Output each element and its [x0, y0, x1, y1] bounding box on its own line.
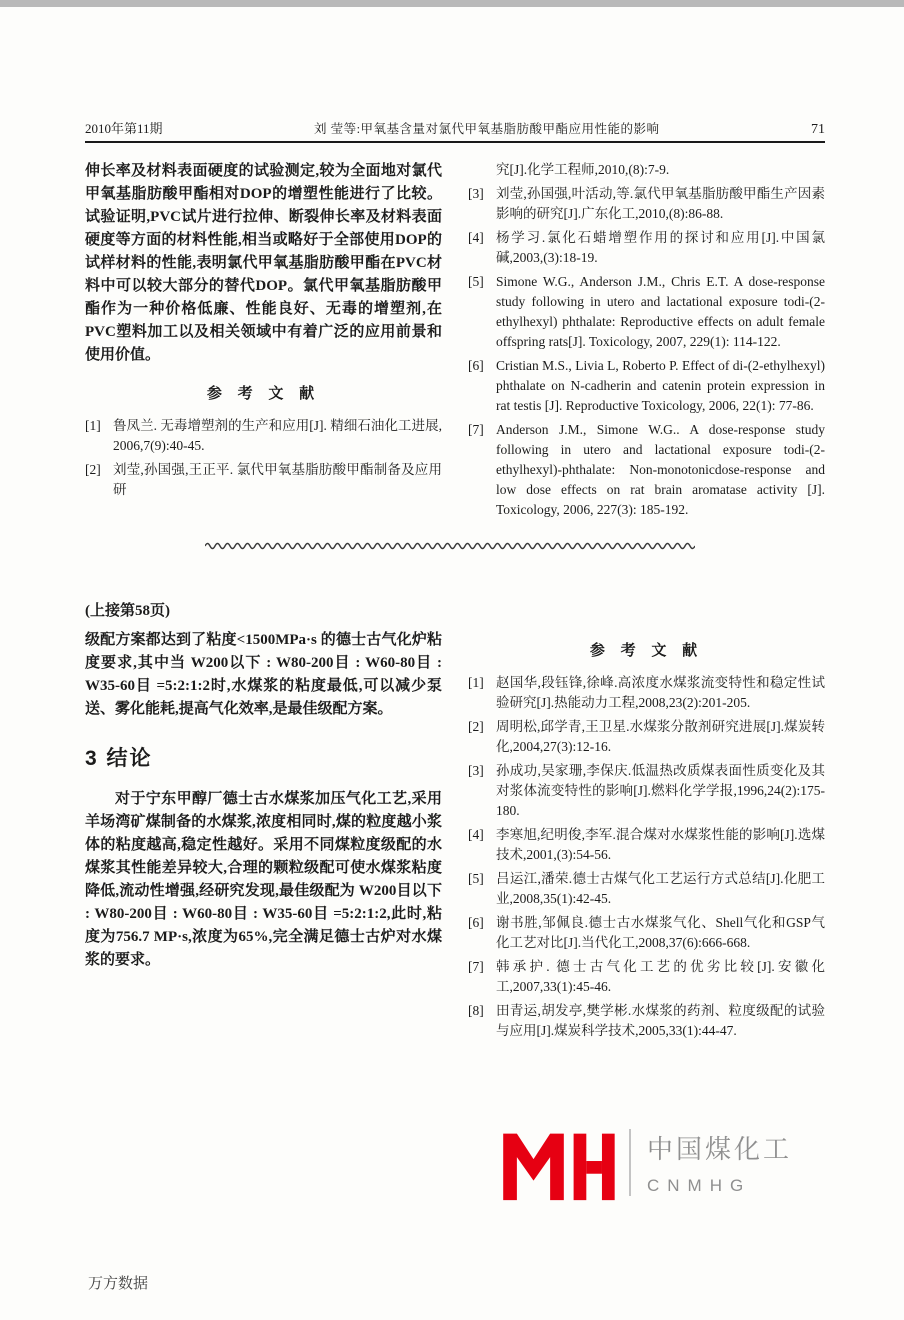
reference-text: Anderson J.M., Simone W.G.. A dose-response study following in utero and lactational exposure todi-(2-ethylhexyl)-phthalate: Non-monotonicdose-response and low dose effects on rat brain aromatase activity [J]. Toxicology, 2006, 227(3): 185-192.	[496, 422, 825, 517]
reference-item	[468, 957, 825, 997]
reference-text: Cristian M.S., Livia L, Roberto P. Effect of di-(2-ethylhexyl) phthalate on N-cadherin and catenin protein expression in rat testis [J]. Reproductive Toxicology, 2006, 22(1): 77-86.	[496, 358, 825, 413]
continued-from-note: (上接第58页)	[85, 603, 170, 619]
reference-item	[468, 420, 825, 520]
reference-number: [1]	[468, 675, 484, 690]
reference-item	[85, 460, 442, 500]
reference-number: [6]	[468, 358, 484, 373]
reference-number: [3]	[468, 186, 484, 201]
reference-number: [8]	[468, 1003, 484, 1018]
reference-text: Simone W.G., Anderson J.M., Chris E.T. A dose-response study following in utero and lactational exposure todi-(2-ethylhexyl) phthalate: Reproductive effects on adult female offspring rats[J]. Toxicology, 2007, 229(1): 114-122.	[496, 274, 825, 349]
article2-references-heading: 参 考 文 献	[589, 643, 704, 659]
reference-item	[468, 869, 825, 909]
article2-references	[468, 673, 825, 1041]
article2-paragraph2: 对于宁东甲醇厂德士古水煤浆加压气化工艺,采用羊场湾矿煤制备的水煤浆,浓度相同时,煤的粒度越小浆体的粘度越高,稳定性越好。采用不同煤粒度级配的水煤浆其性能差异较大,合理的颗粒级配可使水煤浆粘度降低,流动性增强,经研究发现,最佳级配为 W200目以下 : W80-200目 : W60-80目 : W35-60目 =5:2:1:2,此时,粘度为756.7 MP·s,浓度为65%,完全满足德士古炉对水煤浆的要求。	[85, 791, 442, 968]
reference-item	[468, 356, 825, 416]
reference-text: 田青运,胡发亭,樊学彬.水煤浆的药剂、粒度级配的试验与应用[J].煤炭科学技术,2005,33(1):44-47.	[496, 1003, 825, 1038]
wavy-divider-path	[205, 544, 695, 549]
reference-text: 周明松,邱学青,王卫星.水煤浆分散剂研究进展[J].煤炭转化,2004,27(3):12-16.	[496, 719, 825, 754]
reference-number: [3]	[468, 763, 484, 778]
reference-text: 吕运江,潘荣.德士古煤气化工艺运行方式总结[J].化肥工业,2008,35(1):42-45.	[496, 871, 825, 906]
page-number: 71	[810, 122, 825, 137]
reference-number: [7]	[468, 422, 484, 437]
reference-text: 鲁凤兰. 无毒增塑剂的生产和应用[J]. 精细石油化工进展, 2006,7(9):40-45.	[113, 418, 442, 453]
reference-text: 刘莹,孙国强,叶活动,等.氯代甲氧基脂肪酸甲酯生产因素影响的研究[J].广东化工,2010,(8):86-88.	[496, 186, 825, 221]
reference-number: [2]	[468, 719, 484, 734]
reference-continuation: 究[J].化学工程师,2010,(8):7-9.	[496, 162, 670, 177]
reference-number: [1]	[85, 418, 101, 433]
article1-references-heading: 参 考 文 献	[206, 386, 321, 402]
article2-right-column	[468, 640, 825, 1045]
reference-number: [2]	[85, 462, 101, 477]
reference-item	[468, 717, 825, 757]
scan-edge	[0, 0, 904, 7]
reference-number: [5]	[468, 871, 484, 886]
running-title: 刘 莹等:甲氧基含量对氯代甲氧基脂肪酸甲酯应用性能的影响	[313, 122, 660, 136]
article1-references-left	[85, 416, 442, 500]
wanfang-watermark: 万方数据	[88, 1276, 149, 1292]
cnmhg-logo	[497, 1118, 792, 1206]
cnmhg-logo-text	[629, 1129, 792, 1196]
issue-label: 2010年第11期	[85, 121, 163, 136]
wavy-divider	[205, 540, 695, 552]
reference-number: [7]	[468, 959, 484, 974]
reference-item	[468, 913, 825, 953]
article1-left-column	[85, 160, 442, 504]
reference-item	[468, 228, 825, 268]
header-rule	[85, 141, 825, 143]
reference-number: [4]	[468, 230, 484, 245]
logo-cn-text: 中国煤化工	[647, 1133, 793, 1164]
reference-item	[468, 673, 825, 713]
reference-number: [4]	[468, 827, 484, 842]
conclusion-heading: 3 结论	[85, 747, 153, 770]
cnmhg-logo-mark-icon	[497, 1118, 615, 1206]
article1-right-column	[468, 160, 825, 524]
article1-paragraph: 伸长率及材料表面硬度的试验测定,较为全面地对氯代甲氧基脂肪酸甲酯相对DOP的增塑性能进行了比较。试验证明,PVC试片进行拉伸、断裂伸长率及材料表面硬度等方面的材料性能,相当或略好于全部使用DOP的试样材料的性能,表明氯代甲氧基脂肪酸甲酯在PVC材料中可以较大部分的替代DOP。氯代甲氧基脂肪酸甲酯作为一种价格低廉、性能良好、无毒的增塑剂,在PVC塑料加工以及相关领域中有着广泛的应用前景和使用价值。	[85, 163, 442, 363]
reference-item	[468, 184, 825, 224]
logo-en-text: CNMHG	[647, 1175, 752, 1195]
article2-paragraph1: 级配方案都达到了粘度<1500MPa·s 的德士古气化炉粘度要求,其中当 W200以下 : W80-200目 : W60-80目 : W35-60目 =5:2:1:2时,水煤浆的粘度最低,可以减少泵送、雾化能耗,提高气化效率,是最佳级配方案。	[85, 632, 442, 717]
reference-item	[468, 761, 825, 821]
reference-text: 李寒旭,纪明俊,李军.混合煤对水煤浆性能的影响[J].选煤技术,2001,(3):54-56.	[496, 827, 825, 862]
reference-item	[468, 272, 825, 352]
reference-text: 刘莹,孙国强,王正平. 氯代甲氧基脂肪酸甲酯制备及应用研	[113, 462, 442, 497]
article2-left-column	[85, 600, 442, 972]
reference-item	[85, 416, 442, 456]
reference-number: [6]	[468, 915, 484, 930]
reference-item	[468, 1001, 825, 1041]
reference-text: 孙成功,吴家珊,李保庆.低温热改质煤表面性质变化及其对浆体流变特性的影响[J].燃料化学学报,1996,24(2):175-180.	[496, 763, 825, 818]
reference-text: 杨学习.氯化石蜡增塑作用的探讨和应用[J].中国氯碱,2003,(3):18-19.	[496, 230, 825, 265]
reference-number: [5]	[468, 274, 484, 289]
reference-text: 韩承护. 德士古气化工艺的优劣比较[J].安徽化工,2007,33(1):45-46.	[496, 959, 825, 994]
page-header	[85, 118, 825, 138]
reference-item	[468, 825, 825, 865]
reference-text: 谢书胜,邹佩良.德士古水煤浆气化、Shell气化和GSP气化工艺对比[J].当代化工,2008,37(6):666-668.	[496, 915, 825, 950]
article1-references-right	[468, 184, 825, 520]
reference-text: 赵国华,段钰锋,徐峰.高浓度水煤浆流变特性和稳定性试验研究[J].热能动力工程,2008,23(2):201-205.	[496, 675, 825, 710]
